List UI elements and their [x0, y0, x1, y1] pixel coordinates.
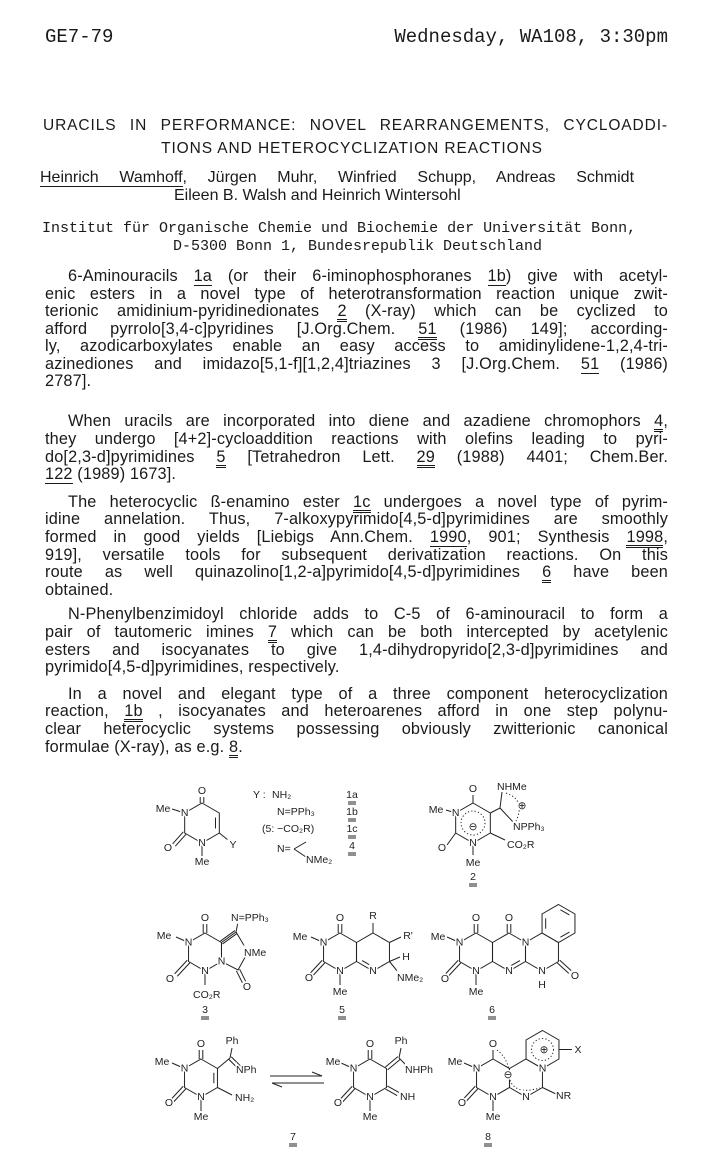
atom-label: Ph: [394, 1035, 408, 1047]
atom-label: N: [469, 837, 477, 849]
atom-label: N=PPh₃: [231, 912, 269, 924]
atom-label: Me: [154, 1056, 170, 1068]
title-line-1: URACILS IN PERFORMANCE: NOVEL REARRANGEMENTS, CYCLOADDI-: [43, 117, 668, 134]
atom-label: O: [468, 783, 478, 795]
bond: [294, 849, 306, 857]
atom-label: O: [457, 1097, 467, 1109]
bond: [542, 1088, 556, 1095]
bond: [490, 833, 505, 840]
atom-label: O: [335, 912, 345, 924]
text-run: which can be both intercepted by acetylenic: [277, 623, 668, 641]
session-info: Wednesday, WA108, 3:30pm: [394, 26, 668, 48]
text-run: (X-ray) which can be cyclized to: [346, 302, 668, 320]
compound-number: 5: [339, 1004, 345, 1016]
atom-label: O: [437, 842, 447, 854]
compound-reference: 51: [580, 355, 600, 373]
bond: [219, 833, 228, 840]
atom-label: R': [403, 930, 413, 942]
text-run: pair of tautomeric imines: [45, 623, 268, 641]
text-run: terionic amidinium-pyridinedionates: [45, 302, 338, 320]
text-run: reaction,: [45, 702, 125, 720]
atom-label: O: [488, 1038, 498, 1050]
text-run: .: [238, 738, 243, 756]
abstract-code: GE7-79: [45, 26, 114, 48]
atom-label: N=PPh₃: [277, 806, 315, 818]
atom-label: (5: −CO₂R): [262, 823, 315, 835]
atom-label: N: [451, 807, 460, 819]
text-run: (1986) 149]; according-: [436, 320, 668, 338]
text-run: (1989) 1673].: [72, 465, 177, 483]
atom-label: NHMe: [497, 781, 527, 793]
atom-label: ⊖: [503, 1069, 513, 1081]
title-line-2: TIONS AND HETEROCYCLIZATION REACTIONS: [161, 140, 543, 157]
atom-label: H: [538, 979, 546, 991]
compound-number: 1b: [346, 806, 358, 818]
wedge-bond: [500, 808, 514, 823]
compound-reference: 1c: [353, 493, 371, 511]
atom-label: O: [504, 912, 514, 924]
compound-reference: 1998: [626, 528, 664, 546]
bond: [447, 833, 456, 845]
text-run: ,: [663, 528, 668, 546]
atom-label: CO₂R: [507, 839, 535, 851]
compound-reference: 29: [416, 448, 435, 466]
atom-label: N: [336, 965, 344, 977]
double-bond: [220, 931, 235, 942]
bond: [500, 792, 502, 808]
bond: [217, 1088, 232, 1096]
text-run: idine annelation. Thus, 7-alkoxypyrimido[4,5-d]pyrimidines are smoothly: [45, 510, 668, 528]
atom-label: O: [304, 972, 314, 984]
atom-label: N: [521, 936, 530, 949]
compound-reference: 1b: [124, 702, 143, 720]
compound-number: 1a: [346, 789, 358, 801]
atom-label: Me: [325, 1056, 341, 1068]
authors-line-2: Eileen B. Walsh and Heinrich Wintersohl: [174, 187, 461, 204]
double-bond: [560, 960, 572, 971]
atom-label: NH₂: [272, 789, 292, 801]
atom-label: Me: [155, 803, 171, 815]
text-run: (or their 6-iminophosphoranes: [212, 267, 488, 285]
text-run: , 901; Synthesis: [466, 528, 627, 546]
text-run: N-Phenylbenzimidoyl chloride adds to C-5 of 6-aminouracil to form a: [68, 605, 668, 623]
institution-line-1: Institut für Organische Chemie und Biochemie der Universität Bonn,: [42, 220, 637, 237]
atom-label: R: [369, 910, 377, 922]
atom-label: N: [319, 936, 328, 949]
atom-label: N: [472, 1062, 481, 1075]
equilibrium-arrow-head: [272, 1083, 282, 1087]
atom-label: X: [574, 1044, 582, 1056]
atom-label: N: [366, 1091, 374, 1103]
compound-number: 8: [485, 1131, 491, 1143]
text-run: do[2,3-d]pyrimidines: [45, 448, 217, 466]
double-bond: [223, 933, 238, 944]
compound-reference: 1990: [429, 528, 467, 546]
text-run: have been: [551, 563, 668, 581]
compound-reference: 5: [216, 448, 226, 466]
compound-number: 6: [489, 1004, 495, 1016]
atom-label: N: [538, 965, 546, 977]
atom-label: O: [200, 912, 210, 924]
atom-label: Me: [194, 856, 210, 868]
compound-number: 3: [202, 1004, 208, 1016]
atom-label: O: [440, 973, 450, 985]
atom-label: Me: [430, 931, 446, 943]
atom-label: O: [242, 981, 252, 993]
bond: [399, 1048, 401, 1058]
atom-label: O: [471, 912, 481, 924]
ring-bond: [542, 905, 575, 943]
text-run: ly, azodicarboxylates enable an easy access to amidinylidene-1,2,4-tri-: [45, 337, 668, 355]
atom-label: N: [184, 936, 193, 949]
text-run: When uracils are incorporated into diene and azadiene chromophors: [68, 412, 655, 430]
atom-label: Me: [362, 1111, 378, 1123]
text-run: enic esters in a novel type of heterotransformation reaction unique zwit-: [45, 285, 668, 303]
atom-label: O: [165, 973, 175, 985]
compound-reference: 51: [418, 320, 437, 338]
double-bond: [557, 963, 569, 974]
double-bond: [173, 832, 184, 844]
atom-label: NMe: [244, 947, 267, 959]
atom-label: N: [522, 1091, 530, 1103]
atom-label: O: [365, 1038, 375, 1050]
text-run: undergoes a novel type of pyrim-: [370, 493, 668, 511]
institution-line-2: D-5300 Bonn 1, Bundesrepublik Deutschland: [173, 238, 543, 255]
text-run: pyrimido[4,5-d]pyrimidines, respectively.: [45, 658, 340, 676]
atom-label: O: [163, 842, 173, 854]
compound-number: 2: [470, 871, 476, 883]
bond: [389, 957, 400, 962]
atom-label: O: [196, 1038, 206, 1050]
compound-reference: 122: [45, 465, 73, 483]
atom-label: O: [333, 1097, 343, 1109]
compound-reference: 1a: [193, 267, 213, 285]
text-run: they undergo [4+2]-cycloaddition reactions with olefins leading to pyri-: [45, 430, 668, 448]
text-run: azinediones and imidazo[5,1-f][1,2,4]triazines 3 [J.Org.Chem.: [45, 355, 581, 373]
atom-label: NMe₂: [306, 854, 333, 866]
atom-label: NHPh: [405, 1064, 434, 1076]
atom-label: H: [402, 951, 410, 963]
compound-number: 4: [349, 840, 355, 852]
text-run: route as well quinazolino[1,2-a]pyrimido[4,5-d]pyrimidines: [45, 563, 543, 581]
presenting-author: Heinrich Wamhoff: [40, 169, 183, 186]
atom-label: N: [349, 1062, 358, 1075]
atom-label: Me: [485, 1111, 501, 1123]
atom-label: ⊕: [517, 800, 527, 812]
atom-label: O: [570, 970, 580, 982]
atom-label: N: [505, 965, 513, 977]
compound-number: 1c: [346, 823, 358, 835]
atom-label: N: [369, 965, 377, 977]
atom-label: Me: [465, 857, 481, 869]
atom-label: N: [217, 955, 226, 968]
text-run: , isocyanates and heteroarenes afford in one step polynu-: [142, 702, 668, 720]
atom-label: Me: [292, 931, 308, 943]
text-run: 919], versatile tools for subsequent derivatization reactions. On this: [45, 546, 668, 564]
atom-label: Y: [229, 839, 237, 851]
text-run: 2787].: [45, 372, 92, 390]
atom-label: Ph: [225, 1035, 239, 1047]
atom-label: N: [197, 1091, 205, 1103]
atom-label: N: [180, 807, 189, 819]
text-run: clear heterocyclic systems possessing obviously zwitterionic canonical: [45, 720, 668, 738]
text-run: The heterocyclic ß-enamino ester: [68, 493, 354, 511]
compound-reference: 6: [542, 563, 552, 581]
atom-label: O: [164, 1097, 174, 1109]
text-run: formulae (X-ray), as e.g.: [45, 738, 229, 756]
text-run: [Tetrahedron Lett.: [225, 448, 417, 466]
text-run: afford pyrrolo[3,4-c]pyridines [J.Org.Chem.: [45, 320, 419, 338]
atom-label: NH: [400, 1091, 416, 1103]
atom-label: Me: [332, 986, 348, 998]
text-run: (1986): [599, 355, 668, 373]
atom-label: N: [472, 965, 480, 977]
text-run: esters and isocyanates to give 1,4-dihydropyrido[2,3-d]pyrimidines and: [45, 641, 668, 659]
atom-label: Me: [428, 804, 444, 816]
atom-label: NR: [556, 1090, 572, 1102]
text-run: (1988) 4401; Chem.Ber.: [434, 448, 668, 466]
atom-label: N: [538, 1062, 547, 1075]
atom-label: O: [197, 785, 207, 797]
compound-reference: 2: [337, 302, 347, 320]
text-run: ,: [663, 412, 668, 430]
atom-label: N: [489, 1091, 497, 1103]
double-bond: [385, 1057, 398, 1068]
atom-label: N: [455, 936, 464, 949]
atom-label: N: [201, 965, 209, 977]
compound-number: 7: [290, 1131, 296, 1143]
atom-label: N: [198, 837, 206, 849]
double-bond: [175, 834, 186, 846]
atom-label: N=: [277, 843, 291, 855]
atom-label: Me: [447, 1056, 463, 1068]
atom-label: ⊖: [468, 821, 478, 833]
atom-label: NPh: [236, 1064, 257, 1076]
atom-label: Me: [468, 986, 484, 998]
atom-label: NMe₂: [397, 972, 424, 984]
compound-reference: 4: [654, 412, 664, 430]
atom-label: Me: [193, 1111, 209, 1123]
atom-label: N: [180, 1062, 189, 1075]
atom-label: Y :: [253, 789, 266, 801]
text-run: formed in good yields [Liebigs Ann.Chem.: [45, 528, 430, 546]
compound-reference: 7: [267, 623, 278, 641]
text-run: In a novel and elegant type of a three component heterocyclization: [68, 685, 668, 703]
double-bond: [388, 1059, 401, 1070]
co-authors: , Jürgen Muhr, Winfried Schupp, Andreas Schmidt: [182, 169, 635, 186]
text-run: obtained.: [45, 581, 114, 599]
text-run: ) give with acetyl-: [505, 267, 668, 285]
text-run: 6-Aminouracils: [68, 267, 194, 285]
atom-label: CO₂R: [193, 989, 221, 1001]
compound-reference: 1b: [487, 267, 506, 285]
atom-label: NPPh₃: [513, 821, 545, 833]
bond: [389, 937, 401, 943]
atom-label: Me: [156, 930, 172, 942]
bond: [389, 962, 398, 973]
atom-label: ⊕: [539, 1044, 549, 1056]
atom-label: NH₂: [235, 1092, 255, 1104]
bond: [294, 842, 306, 849]
compound-reference: 8: [228, 738, 239, 756]
equilibrium-arrow-head: [312, 1072, 322, 1076]
bond: [217, 1058, 230, 1069]
bond: [490, 808, 500, 813]
